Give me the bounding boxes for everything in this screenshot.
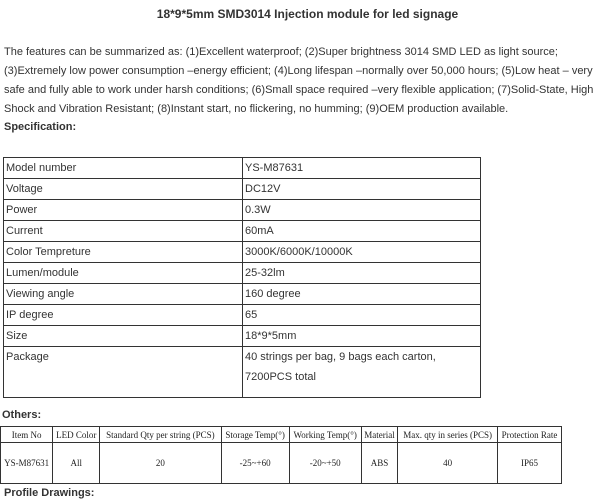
table-row [1, 443, 562, 484]
table-cell: ABS [361, 443, 397, 484]
table-cell: -20~+50 [289, 443, 361, 484]
column-header: Material [361, 427, 397, 443]
table-row [4, 179, 481, 200]
features-paragraph: The features can be summarized as: (1)Excellent waterproof; (2)Super brightness 3014 SMD LED as light source; (3)Extremely low power consumption –energy efficient; (4)Long lifespan –normally over 50,000 hours; (5)Low heat – very safe and fully able to work under harsh conditions; (6)Small space required –very flexible application; (7)Solid-State, High Shock and Vibration Resistant; (8)Instant start, no flickering, no humming; (9)OEM production available. [4, 46, 594, 115]
specification-table [3, 157, 481, 398]
spec-value: DC12V [243, 179, 481, 200]
spec-value: 60mA [243, 221, 481, 242]
spec-value: 18*9*5mm [243, 326, 481, 347]
page-title: 18*9*5mm SMD3014 Injection module for led signage [156, 7, 459, 21]
specification-heading: Specification: [4, 121, 77, 133]
spec-value: 25-32lm [243, 263, 481, 284]
others-header-row [1, 427, 562, 443]
spec-value: YS-M87631 [243, 158, 481, 179]
spec-key: IP degree [4, 305, 243, 326]
column-header: Standard Qty per string (PCS) [100, 427, 221, 443]
spec-value: 65 [243, 305, 481, 326]
table-cell: All [53, 443, 100, 484]
spec-value: 0.3W [243, 200, 481, 221]
column-header: Storage Temp(°) [221, 427, 289, 443]
table-cell: -25~+60 [221, 443, 289, 484]
spec-key: Current [4, 221, 243, 242]
column-header: Max. qty in series (PCS) [398, 427, 498, 443]
package-line-2: 7200PCS total [245, 371, 316, 383]
others-table [0, 426, 562, 484]
spec-key: Lumen/module [4, 263, 243, 284]
table-cell: 20 [100, 443, 221, 484]
column-header: Item No [1, 427, 53, 443]
table-row [4, 242, 481, 263]
spec-key: Color Tempreture [4, 242, 243, 263]
table-row [4, 158, 481, 179]
profile-drawings-heading: Profile Drawings: [4, 487, 95, 499]
table-row [4, 305, 481, 326]
spec-key: Voltage [4, 179, 243, 200]
table-row [4, 200, 481, 221]
spec-key: Power [4, 200, 243, 221]
package-line-1: 40 strings per bag, 9 bags each carton, [245, 351, 436, 363]
spec-value: 160 degree [243, 284, 481, 305]
table-row [4, 221, 481, 242]
spec-value [243, 347, 481, 398]
spec-key: Model number [4, 158, 243, 179]
table-row [4, 263, 481, 284]
table-cell: IP65 [498, 443, 562, 484]
column-header: Working Temp(°) [289, 427, 361, 443]
spec-value: 3000K/6000K/10000K [243, 242, 481, 263]
spec-key: Viewing angle [4, 284, 243, 305]
spec-key: Package [4, 347, 243, 398]
table-cell: 40 [398, 443, 498, 484]
table-row [4, 347, 481, 398]
spec-key: Size [4, 326, 243, 347]
column-header: LED Color [53, 427, 100, 443]
column-header: Protection Rate [498, 427, 562, 443]
table-row [4, 284, 481, 305]
table-cell: YS-M87631 [1, 443, 53, 484]
table-row [4, 326, 481, 347]
others-heading: Others: [2, 409, 42, 421]
